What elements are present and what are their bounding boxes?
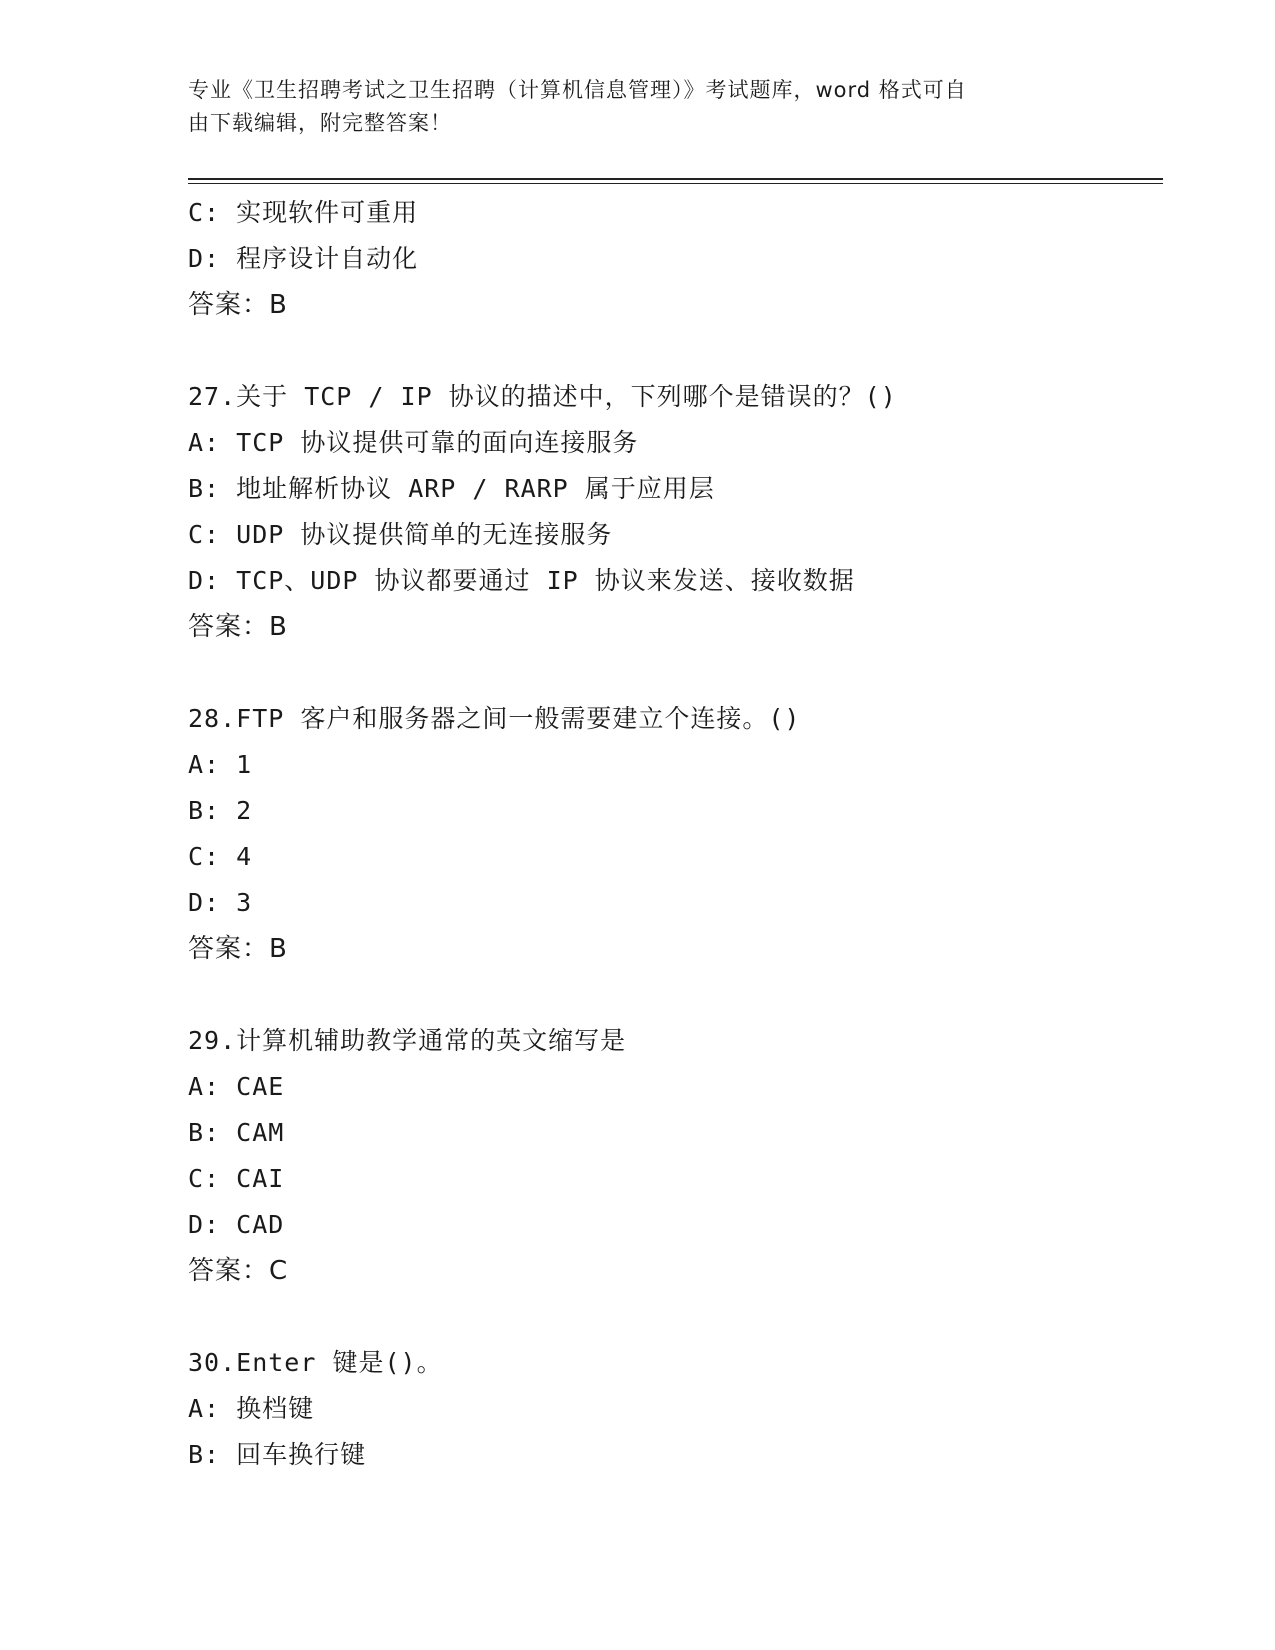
question-29-option-c: C: CAI: [188, 1164, 285, 1193]
question-28-option-c: C: 4: [188, 842, 253, 871]
question-29-option-d: D: CAD: [188, 1210, 285, 1239]
question-30-option-b: B: 回车换行键: [188, 1440, 367, 1469]
spacer: [188, 650, 1163, 696]
question-28-answer: 答案：B: [188, 934, 288, 964]
question-28-option-a: A: 1: [188, 750, 253, 779]
question-29-option-a: A: CAE: [188, 1072, 285, 1101]
header-line-1: 专业《卫生招聘考试之卫生招聘（计算机信息管理）》考试题库，word 格式可自: [188, 78, 967, 102]
header-rule-thin: [188, 183, 1163, 184]
answer-line: 答案：B: [188, 290, 288, 320]
option-c: C: 实现软件可重用: [188, 198, 419, 227]
question-27-stem: 27.关于 TCP / IP 协议的描述中，下列哪个是错误的？(): [188, 382, 897, 411]
question-list: [188, 190, 1163, 1478]
header-line-2: 由下载编辑，附完整答案！: [188, 111, 452, 135]
question-30-stem: 30.Enter 键是()。: [188, 1348, 443, 1377]
header-rule-thick: [188, 178, 1163, 180]
question-27-option-a: A: TCP 协议提供可靠的面向连接服务: [188, 428, 639, 457]
option-d: D: 程序设计自动化: [188, 244, 419, 273]
question-28-option-b: B: 2: [188, 796, 253, 825]
question-28-stem: 28.FTP 客户和服务器之间一般需要建立个连接。(): [188, 704, 801, 733]
question-27-option-b: B: 地址解析协议 ARP / RARP 属于应用层: [188, 474, 715, 503]
question-29-answer: 答案：C: [188, 1256, 289, 1286]
question-30-option-a: A: 换档键: [188, 1394, 315, 1423]
spacer: [188, 972, 1163, 1018]
spacer: [188, 1294, 1163, 1340]
question-29-option-b: B: CAM: [188, 1118, 285, 1147]
spacer: [188, 328, 1163, 374]
question-28-option-d: D: 3: [188, 888, 253, 917]
question-27-option-d: D: TCP、UDP 协议都要通过 IP 协议来发送、接收数据: [188, 566, 855, 595]
question-29-stem: 29.计算机辅助教学通常的英文缩写是: [188, 1026, 627, 1055]
question-27-answer: 答案：B: [188, 612, 288, 642]
document-header: [188, 74, 1068, 140]
question-27-option-c: C: UDP 协议提供简单的无连接服务: [188, 520, 613, 549]
